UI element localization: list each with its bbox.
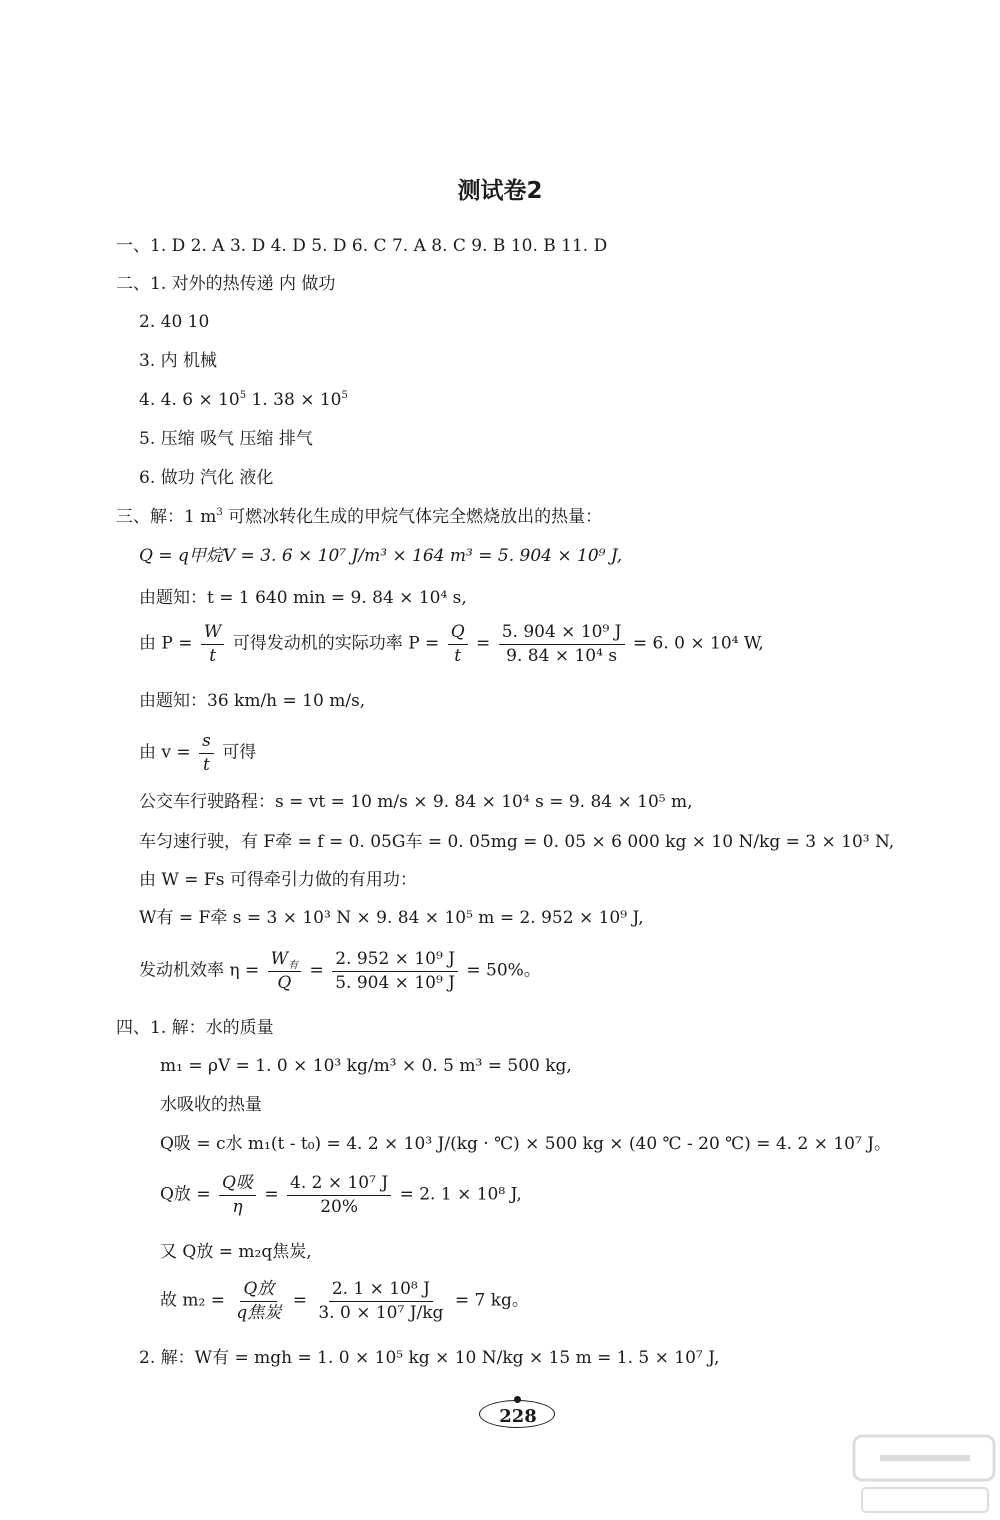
page-number-dot <box>514 1396 521 1403</box>
section-2-line-2: 2. 40 10 <box>139 312 210 332</box>
section-2-line-4: 4. 4. $6 \times 10^5$ 1. $38 \times 10^5$ <box>139 390 348 410</box>
section-4-heat-label: 水吸收的热量 <box>160 1095 262 1115</box>
section-1-answers: 一、1. D 2. A 3. D 4. D 5. D 6. C 7. A 8. C 9. B 10. B 11. D <box>116 236 608 256</box>
page-title: 测试卷2 <box>457 178 543 204</box>
section-4-q2-line: 2. 解：W有 = mgh = 1. 0 × 10⁵ kg × 10 N/kg × 15 m = 1. 5 × 10⁷ J, <box>139 1348 720 1368</box>
section-4-you-line: 又 Q放 = m₂q焦炭, <box>160 1242 312 1262</box>
section-3-v-line: 由 v = $\frac{s}{t}$ 可得 <box>139 731 257 775</box>
section-3-power-line: 由 P = $\frac{W}{t}$ 可得发动机的实际功率 P = $\frac{Q}{t}$ = $\frac{\text{5. 904 × 10⁹ J}}{\text{9. 84 × 10⁴ s}}$ = 6. 0 × 10⁴ W, <box>139 622 764 666</box>
section-4-head: 四、1. 解：水的质量 <box>116 1018 274 1038</box>
section-2-line-6: 6. 做功 汽化 液化 <box>139 468 274 488</box>
section-4-qabs-line: Q吸 = c水 m₁(t - t₀) = 4. 2 × 10³ J/(kg · ℃) × 500 kg × (40 ℃ - 20 ℃) = 4. 2 × 10⁷ J。 <box>160 1134 892 1154</box>
section-4-gu-line: 故 m₂ = $\frac{\text{Q放}}{\text{q焦炭}}$ = $\frac{\text{2. 1 × 10⁸ J}}{\text{3. 0 × 10⁷ J/kg}}$ = 7 kg。 <box>160 1279 529 1323</box>
section-4-m1-line: m₁ = ρV = 1. 0 × 10³ kg/m³ × 0. 5 m³ = 500 kg, <box>160 1056 572 1076</box>
section-3-s-line: 公交车行驶路程：s = vt = 10 m/s × 9. 84 × 10⁴ s = 9. 84 × 10⁵ m, <box>139 792 693 812</box>
section-2-line-1: 二、1. 对外的热传递 内 做功 <box>116 274 336 294</box>
section-3-efficiency-line: 发动机效率 η = $\frac{W_有}{Q}$ = $\frac{\text{2. 952 × 10⁹ J}}{\text{5. 904 × 10⁹ J}}$ = 50%。 <box>139 949 541 993</box>
section-2-line-5: 5. 压缩 吸气 压缩 排气 <box>139 429 313 449</box>
page-number-text: 228 <box>499 1406 537 1427</box>
section-3-f-line: 车匀速行驶，有 F牵 = f = 0. 05G车 = 0. 05mg = 0. 05 × 6 000 kg × 10 N/kg = 3 × 10³ N, <box>139 832 895 852</box>
page-number <box>479 1396 557 1428</box>
section-3-t-line: 由题知：t = 1 640 min = 9. 84 × 10⁴ s, <box>139 588 467 608</box>
section-3-w-intro: 由 W = Fs 可得牵引力做的有用功： <box>139 870 417 890</box>
section-3-w-line: W有 = F牵 s = 3 × 10³ N × 9. 84 × 10⁵ m = 2. 952 × 10⁹ J, <box>139 908 644 928</box>
watermark-logo <box>850 1432 1000 1517</box>
section-2-line-3: 3. 内 机械 <box>139 351 218 371</box>
section-3-intro: 三、解：1 $m^3$ 可燃冰转化生成的甲烷气体完全燃烧放出的热量： <box>116 507 603 527</box>
section-4-qfang-line: Q放 = $\frac{\text{Q吸}}{\eta}$ = $\frac{\text{4. 2 × 10⁷ J}}{20\%}$ = 2. 1 × 10⁸ J, <box>160 1173 522 1217</box>
section-3-speed-line: 由题知：36 km/h = 10 m/s, <box>139 691 366 711</box>
section-3-q-line: Q = q甲烷V = 3. 6 × 10⁷ J/m³ × 164 m³ = 5. 904 × 10⁹ J, <box>139 546 623 566</box>
